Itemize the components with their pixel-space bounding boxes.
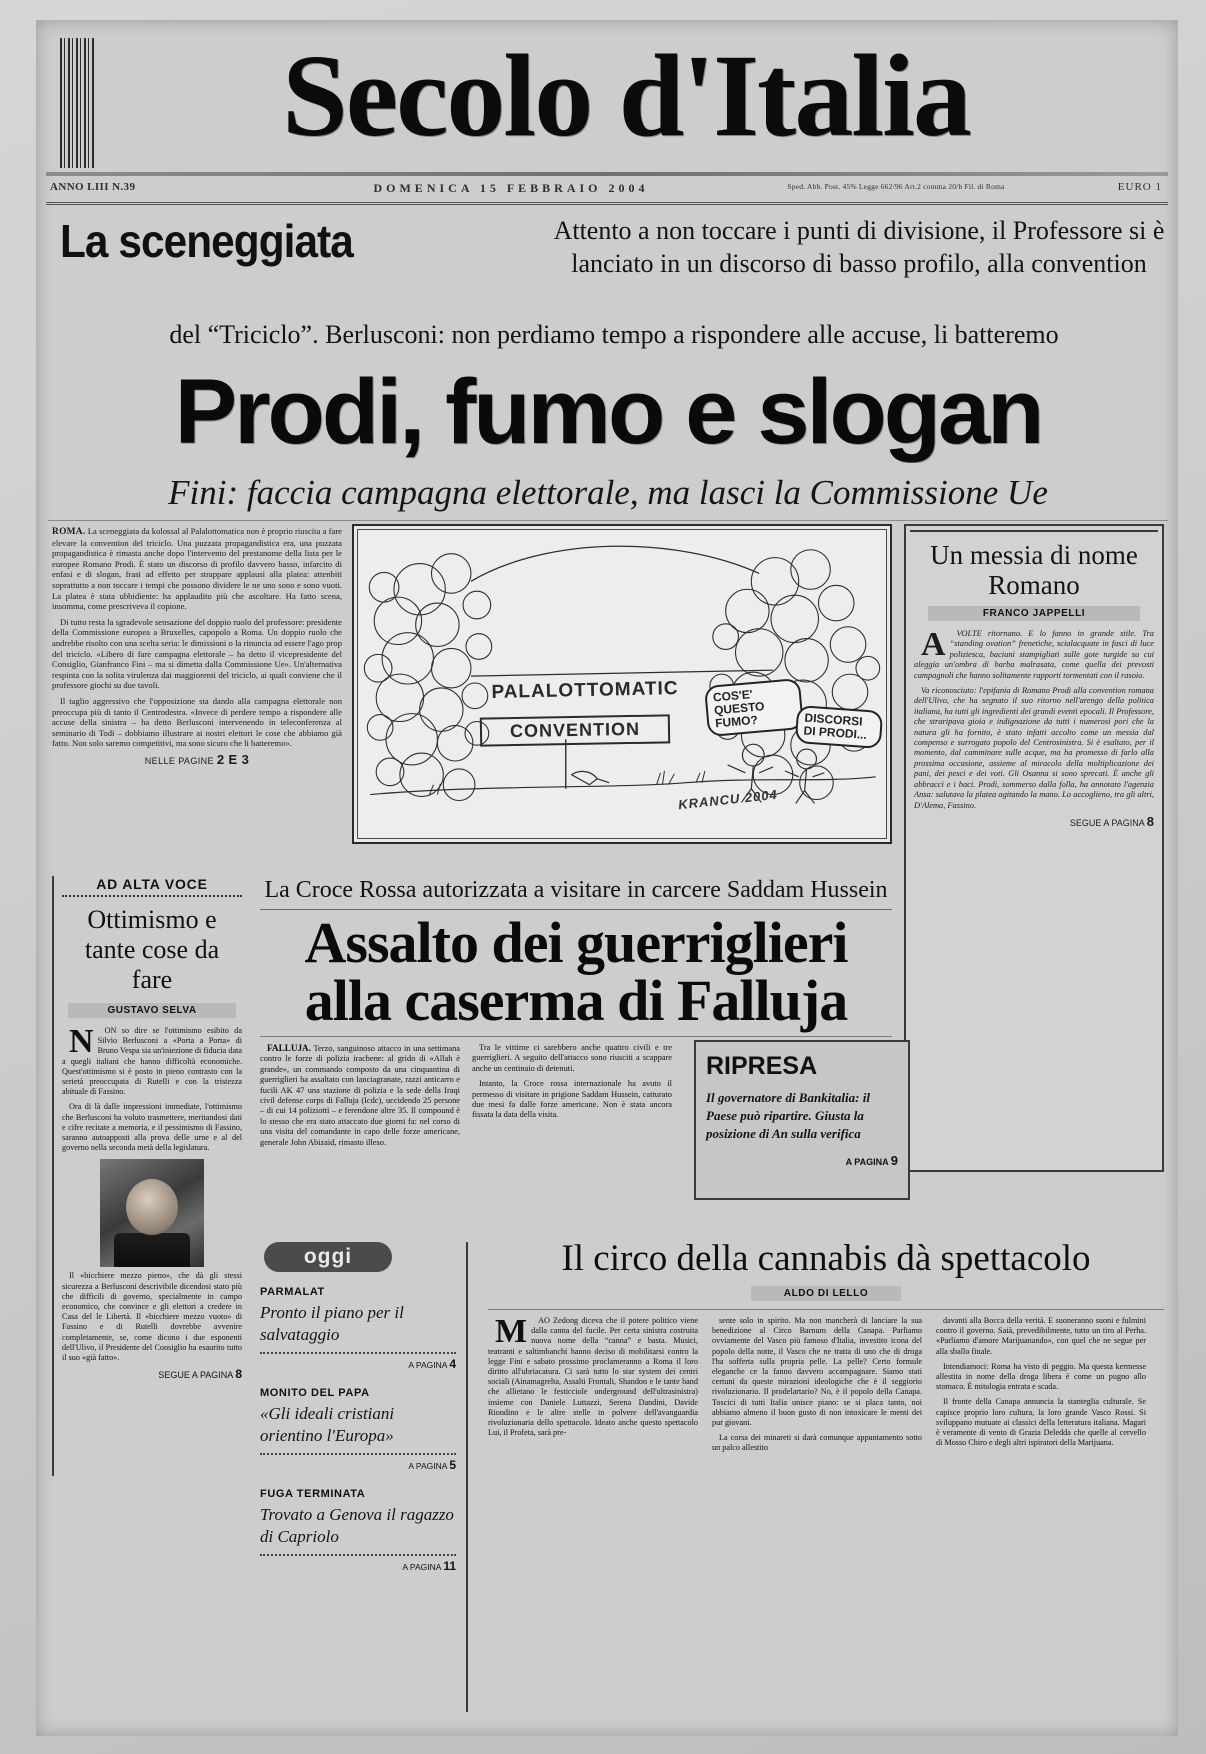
falluja-paragraph-1 [260, 1043, 460, 1148]
oggi-item-text-1: «Gli ideali cristiani orientino l'Europa» [260, 1404, 395, 1445]
cartoon-speech-bubble-1: COS'E' QUESTO FUMO? [704, 678, 804, 737]
oggi-pg-num-0: 4 [449, 1357, 456, 1371]
postal-notice: Sped. Abb. Post. 45% Legge 662/96 Art.2 comma 20/b Fil. di Roma [787, 182, 1005, 191]
falluja-text-1: Terzo, sanguinoso attacco in una settimana contro le forze di polizia irachene: al grido di «Allah è grande», un commando composto da una cinquantina di guerriglieri ha assaltato con lanciagranate, razzi anticarro e fucili AK 47 una stazione di polizia e la sede della Iraqi civil defense corps di Falluja (Icdc), uccidendo 25 persone – di cui 14 poliziotti – e ferendone altre 35. Il compound è lo stesso che era stato attaccato due giorni fa: nel corso di una visita del comandante in capo delle forze americane, generale John Abizaid, rimasto illeso. [260, 1044, 460, 1147]
messia-text-1: VOLTE ritornano. E lo fanno in grande stile. Tra “standing ovation” frenetiche, scialacquate in fasci di luce poliziesca, baciuni stampigliati sulle gote turgide su cui aleggia un'ombra di barba malrasata, come quella dei prevosti campagnoli che hanno solitamente rapporti tormentati con il rasoio. [914, 629, 1154, 680]
oggi-item-parmalat[interactable] [260, 1286, 456, 1371]
cartoonist-signature: KRANCU 2004 [677, 786, 779, 813]
adaltavoce-segue-label: SEGUE A PAGINA [158, 1370, 233, 1381]
falluja-column-2 [472, 1043, 672, 1153]
lead-dateline: ROMA. [52, 527, 86, 537]
cartoon-sign-venue: PALALOTTOMATIC [491, 678, 679, 703]
issue-date: DOMENICA 15 FEBBRAIO 2004 [373, 181, 649, 195]
cannabis-paragraph-5: Intendiamoci: Roma ha visto di peggio. Ma questa kermesse allestita in nome della droga libera è come un pugno allo stomaco. È mitologia entrata e scada. [936, 1361, 1146, 1392]
falluja-headline: Assalto dei guerriglieri alla caserma di Falluja [304, 910, 848, 1033]
ripresa-box [694, 1040, 910, 1200]
editorial-cartoon [352, 524, 892, 844]
messia-title: Un messia di nome Romano [930, 540, 1138, 600]
oggi-item-page-2 [260, 1554, 456, 1573]
adaltavoce-text-1: ON so dire se l'ottimismo esibito da Silvio Berlusconi a «Porta a Porta» di Bruno Vespa sia un'iniezione di fiducia data a quegli italiani che hanno difficoltà economiche. Quest'ottimismo si è posto in pieno contrasto con la serietà preoccupata di Rutelli e con la tristezza abituale di Fassino. [62, 1026, 242, 1097]
oggi-item-page-1 [260, 1453, 456, 1472]
oggi-pg-num-2: 11 [443, 1559, 456, 1573]
cartoon-inner-frame [357, 529, 887, 839]
cannabis-article [488, 1238, 1164, 1459]
top-strap [48, 212, 1168, 352]
adaltavoce-byline: GUSTAVO SELVA [68, 1003, 236, 1018]
lead-article [52, 526, 342, 864]
strap-summary: Attento a non toccare i punti di divisione, il Professore si è lanciato in un discorso di basso profilo, alla convention [553, 216, 1165, 278]
oggi-item-text-2: Trovato a Genova il ragazzo di Capriolo [260, 1505, 454, 1546]
oggi-pg-num-1: 5 [449, 1458, 456, 1472]
cannabis-headline: Il circo della cannabis dà spettacolo [561, 1238, 1091, 1279]
adaltavoce-title: Ottimismo e tante cose da fare [84, 905, 220, 994]
lead-text-1: La sceneggiata da kolossal al Palalottomatica non è proprio riuscita a fare elevare la convention del triciclo. Una puzzata propagandistica era, una puzzata propagandistica è rimasta anche dopo l'intervento del prestanome della lista per le europee Romano Prodi. È stato un discorso di profilo davvero basso, infarcito di enfasi e di slogan, frasi ad effetto per strappare applausi alla platea: attenbiti soprattutto a non toccare i tempi che possono dividere le ne uno sono e sono vuoti. La platea è stata ubbidiente: ha applaudito più che ascoltare. Ha fatto scena, insomma, come prescriveva il copione. [52, 526, 342, 612]
adaltavoce-paragraph-2: Ora di là dalle impressioni immediate, l'ottimismo che Berlusconi ha voluto trasmettere, meritandosi dati e cifre recitate a memoria, e il pessimismo di Fassino, saranno autoapposti alla prova delle urne e al del governo nella seconda metà della legislatura. [62, 1102, 242, 1153]
ripresa-text: Il governatore di Bankitalia: il Paese può ripartire. Giusta la posizione di An sulla verifica [706, 1090, 870, 1141]
ripresa-ref-num: 9 [890, 1153, 898, 1168]
issue-number: ANNO LIII N.39 [50, 181, 136, 193]
falluja-paragraph-3: Intanto, la Croce rossa internazionale ha avuto il permesso di visitare in prigione Saddam Hussein, catturato due mesi fa dalle forze americane. Non è stata ancora fissata la data della visita. [472, 1079, 672, 1120]
oggi-pg-label-2: A PAGINA [402, 1562, 441, 1572]
messia-paragraph-2: Va riconosciuto: l'epifania di Romano Prodi alla convention romana dell'Ulivo, che ha segnato il suo ritorno nell'arengo della politica italiana, ha tutti gli ingredienti dei grandi eventi epocali. Il Professore, che straripava gioia e indignazione da tutti i numerosi pori che la natura gli ha fornito, è stato infatti accolto come un messia dal compenso e surrogato popolo del Centrosinistra. Si è esaltato, per il momento, dal camminare sulle acque, ma ha promesso di farlo alla prossima occasione, assieme al miracolo della moltiplicazione dei pani, dei pesci e dei voti. Gli Osanna si sono sprecati. È anche gli abbracci e i baci. Prodi, sommerso dalla folla, ha annotato l'agenzia Ansa: salutava la platea agitando la mano. Lo accoglieno, tra gli altri, D'Alema, Fassino. [914, 686, 1154, 810]
cannabis-dropcap: M [495, 1313, 528, 1350]
ripresa-title: RIPRESA [706, 1052, 818, 1080]
cannabis-rule [488, 1309, 1164, 1310]
oggi-item-label-0: PARMALAT [260, 1286, 325, 1298]
top-block [48, 526, 1168, 866]
messia-segue-page: 8 [1146, 813, 1154, 829]
oggi-item-page-0 [260, 1352, 456, 1371]
oggi-item-label-2: FUGA TERMINATA [260, 1488, 366, 1500]
messia-byline: FRANCO JAPPELLI [928, 606, 1140, 621]
falluja-paragraph-2: Tra le vittime ci sarebbero anche quattro civili e tre guerriglieri. A seguito dell'attacco sono riusciti a scappare anche un centinaio di detenuti. [472, 1043, 672, 1073]
cannabis-paragraph-6: Il fronte della Canapa annuncia la stanteglia culturale. Se capisce proprio loro cultura, la loro grande Vasco Rossi. Si sviluppano mutuate ai classici della letteratura italiana. Magari è veramente di vento di Grazia Deledda che quelle al cervello di Mosso Chiro e degli altri ispiratori della Marijuana. [936, 1397, 1146, 1448]
oggi-tag: oggi [264, 1242, 392, 1272]
cannabis-paragraph-4: davanti alla Bocca della verità. E suoneranno suoni e fulmini contro il governo. Saià, prevedibilmente, tutto un tiro al Perha. «Parliamo d'amore Marijuanando», con quel che ne segue per alla sballo finale. [936, 1316, 1146, 1356]
lead-paragraph-2: Di tutto resta la sgradevole sensazione del doppio ruolo del professore: presidente della Commissione europea a Bruxelles, capopolo a Roma. Un doppio ruolo che andrebbe risolto con una scelta seria: le dimissioni o la rinuncia ad essere l'ago prop del triciclo. «Libero di fare campagna elettorale – ha detto il vicepresidente del Consiglio, Gianfranco Fini – ma si dimetta dalla Commissione Ue». Un'alternativa respinta con la solita virulenza dai maggiorenti del triciclo, ai quali conviene che il professore giochi su due tavoli. [52, 616, 342, 691]
lead-paragraph-3: Il taglio aggressivo che l'opposizione sta dando alla campagna elettorale non preoccupa più di tanto il Centrodestra. «Invece di perdere tempo a rispondere alle accuse della sinistra – ha detto Berlusconi intervenendo in teleconferenza al seminario di Todi – dobbiamo illustrare ai nostri elettori le cose che abbiamo già fatto. Non solo saremo competitivi, ma sono sicuro che li batteremo». [52, 695, 342, 749]
lead-ref-label: NELLE PAGINE [144, 755, 214, 766]
lead-paragraph-1 [52, 526, 342, 612]
ripresa-page-reference[interactable] [706, 1153, 898, 1168]
lead-page-reference[interactable] [52, 751, 342, 767]
cannabis-paragraph-3: La corsa dei minareti si darà comunque appuntamento sotto un palco allestito [712, 1433, 922, 1453]
strap-fullline: del “Triciclo”. Berlusconi: non perdiamo tempo a rispondere alle accuse, li batteremo [169, 320, 1059, 349]
falluja-dateline: FALLUJA. [267, 1043, 311, 1053]
masthead-rule [46, 172, 1168, 176]
messia-dropcap: A [921, 626, 946, 663]
price-label: EURO 1 [1117, 181, 1162, 193]
strap-kicker: La sceneggiata [60, 215, 353, 267]
newspaper-sheet [36, 20, 1178, 1736]
cannabis-column-3 [936, 1316, 1146, 1459]
masthead-title: Secolo d'Italia [282, 30, 970, 161]
oggi-item-papa[interactable] [260, 1387, 456, 1472]
falluja-kicker: La Croce Rossa autorizzata a visitare in carcere Saddam Hussein [260, 876, 892, 910]
oggi-pg-label-1: A PAGINA [408, 1461, 447, 1471]
lead-ref-pages: 2 E 3 [216, 751, 250, 767]
oggi-pg-label-0: A PAGINA [408, 1360, 447, 1370]
messia-segue-label: SEGUE A PAGINA [1069, 817, 1145, 828]
cannabis-columns [488, 1313, 1164, 1459]
masthead-double-rule [46, 202, 1168, 205]
oggi-column [260, 1242, 468, 1712]
bottom-band [48, 1238, 1168, 1722]
cannabis-column-1 [488, 1313, 698, 1459]
cannabis-paragraph-2: sente solo in spirito. Ma non mancherà di lanciare la sua benedizione al Circo Barnum della Canapa. Parliamo ovviamente del Vasco più famoso d'Italia, investito icona del popolo della notte, il Vasco che ne tratta di uno che di droga l'ha sofferta sulla propria pelle. La pelle? Certo formule eleganche ce la fanno davvero accampagnare. Siamo stati certuni da queste mirazioni ideologiche che è il seggiorio rivoluzionario. Il prodelartario? No, è il popolo della Canapa. Toscici di tutti Italia unisce piano: se si placa tanto, noi abbiamo almeno il buon gusto di non intoxicare le menti dei pur giovani. [712, 1316, 922, 1428]
ripresa-ref-label: A PAGINA [845, 1157, 889, 1167]
cannabis-column-2 [712, 1316, 922, 1459]
adaltavoce-paragraph-1 [62, 1023, 242, 1097]
main-headline: Prodi, fumo e slogan [174, 361, 1042, 463]
messia-body [914, 626, 1154, 829]
cannabis-paragraph-1 [488, 1313, 698, 1438]
adaltavoce-dropcap: N [69, 1023, 94, 1060]
adaltavoce-tag: AD ALTA VOCE [62, 876, 242, 897]
main-subheadline: Fini: faccia campagna elettorale, ma lasci la Commissione Ue [168, 473, 1048, 512]
falluja-rule [260, 1036, 892, 1037]
messia-top-rule [910, 530, 1158, 532]
oggi-item-fuga[interactable] [260, 1488, 456, 1573]
oggi-item-text-0: Pronto il piano per il salvataggio [260, 1303, 404, 1344]
adaltavoce-paragraph-3: Il «bicchiere mezzo pieno», che dà gli stessi sicurezza a Berlusconi descrivibile dicendosi stato più che difficili di governo, specialmente in campo economico, che convince e gli elettori a credere in Casa del le Libertà. Il «bicchiere mezzo vuoto» di Fassino e di Rutelli dovrebbe avvenire completamente, se, come dicono i due esponenti dell'Ulivo, il Presidente del Consiglio ha esaurito tutto il suo «già fatto». [62, 1271, 242, 1363]
falluja-column-1 [260, 1043, 460, 1153]
cartoon-sign-convention: CONVENTION [480, 714, 670, 746]
cartoon-speech-bubble-2: DISCORSI DI PRODI... [795, 705, 883, 749]
oggi-item-label-1: MONITO DEL PAPA [260, 1387, 370, 1399]
headline-rule [48, 520, 1168, 521]
cannabis-byline: ALDO DI LELLO [751, 1286, 901, 1301]
messia-paragraph-1 [914, 626, 1154, 681]
messia-continuation[interactable] [914, 813, 1154, 829]
cannabis-text-1: AO Zedong diceva che il potere politico viene dalla canna del fucile. Per certa sinistra costruita nuova nome della “canna” e basta. Musici, teatranti e saltimbanchi hanno deciso di mobilitarsi contro la legge Fini e sabato prossimo proclameranno a Roma il loro diritto all'ubriacatura. Ci sarà tutto lo star system dei centri sociali (Ainamagrelta, Assalti Frontali, Shandon e le tante band che allietano le festicciole underground dell'ultrasinistra) insieme con Daniele Luttazzi, Serena Dandini, Davide Riondino e le altre stelle in polvere dell'avanguardia rivoluzionaria dello spettacolo. Ideato anche questo spettacolo Lui, il Profeta, sarà pre- [488, 1316, 698, 1438]
adaltavoce-segue-page: 8 [235, 1367, 242, 1382]
barcode [60, 38, 94, 168]
masthead-infoline [46, 178, 1168, 200]
